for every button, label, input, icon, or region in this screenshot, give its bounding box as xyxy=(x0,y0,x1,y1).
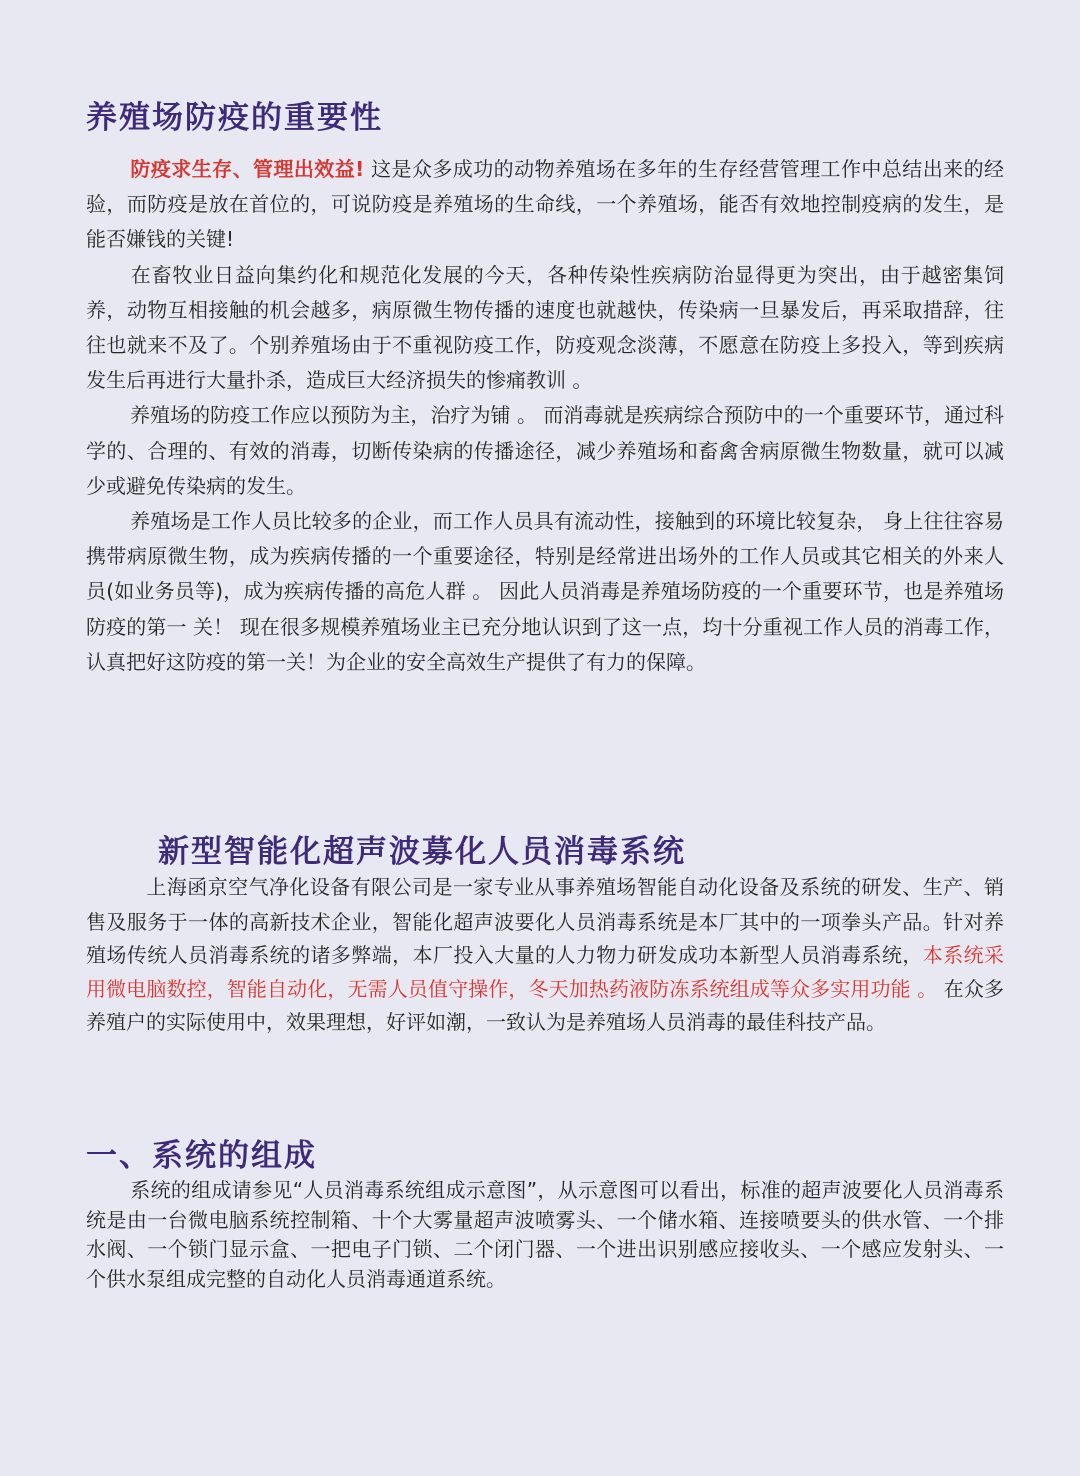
section-title-composition: 一、系统的组成 xyxy=(86,1138,317,1174)
slogan-highlight: 防疫求生存、管理出效益! xyxy=(130,157,365,181)
paragraph-text: 在众多养殖户的实际使用中，效果理想，好评如潮，一致认为是养殖场人员消毒的最佳科技产品。 xyxy=(86,976,1004,1034)
paragraph-text: 系统的组成请参见“人员消毒系统组成示意图”，从示意图可以看出，标准的超声波要化人员消毒系统是由一台微电脑系统控制箱、十个大雾量超声波喷雾头、一个储水箱、连接喷要头的供水管、一个排水阀、一个锁门显示盒、一把电子门锁、二个闭门器、一个进出识别感应接收头、一个感应发射头、一个供水泵组成完整的自动化人员消毒通道系统。 xyxy=(86,1178,1004,1291)
company-name: 上海函京空气净化设备有限公司 xyxy=(146,877,433,899)
section1-body xyxy=(86,152,1004,680)
paragraph-text: 在畜牧业日益向集约化和规范化发展的今天，各种传染性疾病防治显得更为突出，由于越密集饲养，动物互相接触的机会越多，病原微生物传播的速度也就越快，传染病一旦暴发后，再采取措辞，往往也就来不及了。个别养殖场由于不重视防疫工作，防疫观念淡薄，不愿意在防疫上多投入，等到疾病发生后再进行大量扑杀，造成巨大经济损失的惨痛教训 。 xyxy=(86,262,1004,393)
paragraph-text: 养殖场是工作人员比较多的企业，而工作人员具有流动性，接触到的环境比较复杂， 身上往往容易携带病原微生物，成为疾病传播的一个重要途径，特别是经常进出场外的工作人员或其它相关的外来人员(如业务员等)，成为疾病传播的高危人群 。 因此人员消毒是养殖场防疫的一个重要环节，也是养殖场防疫的第一 关！ 现在很多规模养殖场业主已充分地认识到了这一点，均十分重视工作人员的消毒工作，认真把好这防疫的第一关！为企业的安全高效生产提供了有力的保障。 xyxy=(86,509,1004,674)
paragraph-text: 这是众多成功的动物养殖场在多年的生存经营管理工作中总结出来的经验，而防疫是放在首位的，可说防疫是养殖场的生命线，一个养殖场，能否有效地控制疫病的发生，是能否嫌钱的关键! xyxy=(86,157,1005,252)
paragraph-text: 养殖场的防疫工作应以预防为主，治疗为铺 。 而消毒就是疾病综合预防中的一个重要环节，通过科学的、合理的、有效的消毒，切断传染病的传播途径，减少养殖场和畜禽舍病原微生物数量，就可以减少或避免传染病的发生。 xyxy=(86,403,1004,498)
section-title-importance: 养殖场防疫的重要性 xyxy=(86,100,383,136)
section2-body xyxy=(86,871,1004,1040)
section3-body xyxy=(86,1176,1004,1294)
paragraph-text: 是一家专业从事养殖场智能自动化设备及系统的研发、生产、销售及服务于一体的高新技术企业，智能化超声波要化人员消毒系统是本厂其中的一项拳头产品。针对养殖场传统人员消毒系统的诸多弊端，本厂投入大量的人力物力研发成功本新型人员消毒系统， xyxy=(86,875,1005,967)
section-title-product: 新型智能化超声波募化人员消毒系统 xyxy=(158,834,686,870)
feature-highlight: 本系统采用微电脑数控，智能自动化，无需人员值守操作，冬天加热药液防冻系统组成等众多实用功能 。 xyxy=(86,943,1005,1001)
